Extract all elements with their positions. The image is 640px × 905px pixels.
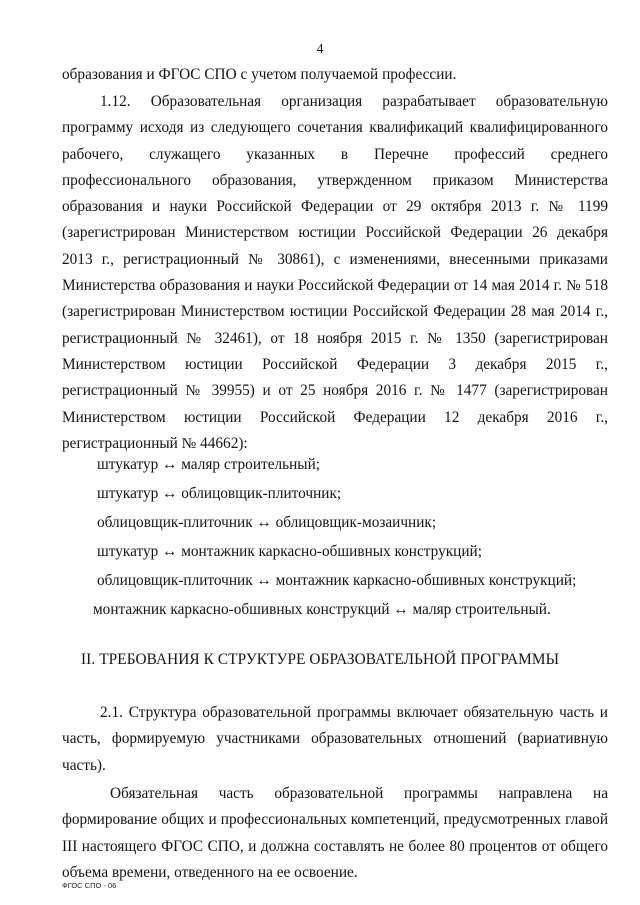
list-item: облицовщик-плиточник ↔ монтажник каркасно-обшивных конструкций;	[97, 572, 577, 589]
footer-code: ФГОС СПО - 06	[62, 881, 117, 890]
paragraph-2-1: 2.1. Структура образовательной программы включает обязательную часть и часть, формируемую участниками образовательных отношений (вариативную часть).	[62, 704, 608, 774]
list-item: штукатур ↔ облицовщик-плиточник;	[97, 485, 342, 502]
list-item: штукатур ↔ монтажник каркасно-обшивных конструкций;	[97, 543, 482, 560]
list-item: облицовщик-плиточник ↔ облицовщик-мозаичник;	[97, 514, 437, 531]
section-heading: II. ТРЕБОВАНИЯ К СТРУКТУРЕ ОБРАЗОВАТЕЛЬНОЙ ПРОГРАММЫ	[80, 651, 560, 668]
paragraph-mandatory-part: Обязательная часть образовательной программы направлена на формирование общих и профессиональных компетенций, предусмотренных главой III настоящего ФГОС СПО, и должна составлять не более 80 процентов от общего объема времени, отведенного на ее освоение.	[62, 785, 608, 881]
intro-line: образования и ФГОС СПО с учетом получаемой профессии.	[62, 66, 457, 83]
paragraph-1-12: 1.12. Образовательная организация разрабатывает образовательную программу исходя из следующего сочетания квалификаций квалифицированного рабочего, служащего указанных в Перечне профессий среднего профессионального образования, утвержденном приказом Министерства образования и науки Российской Федерации от 29 октября 2013 г. № 1199 (зарегистрирован Министерством юстиции Российской Федерации 26 декабря 2013 г., регистрационный № 30861), с изменениями, внесенными приказами Министерства образования и науки Российской Федерации от 14 мая 2014 г. № 518 (зарегистрирован Министерством юстиции Российской Федерации 28 мая 2014 г., регистрационный № 32461), от 18 ноября 2015 г. № 1350 (зарегистрирован Министерством юстиции Российской Федерации 3 декабря 2015 г., регистрационный № 39955) и от 25 ноября 2016 г. № 1477 (зарегистрирован Министерством юстиции Российской Федерации 12 декабря 2016 г., регистрационный № 44662):	[62, 93, 608, 452]
list-item: монтажник каркасно-обшивных конструкций ↔ маляр строительный.	[93, 601, 551, 618]
list-item: штукатур ↔ маляр строительный;	[97, 456, 320, 473]
page-number: 4	[316, 42, 324, 57]
